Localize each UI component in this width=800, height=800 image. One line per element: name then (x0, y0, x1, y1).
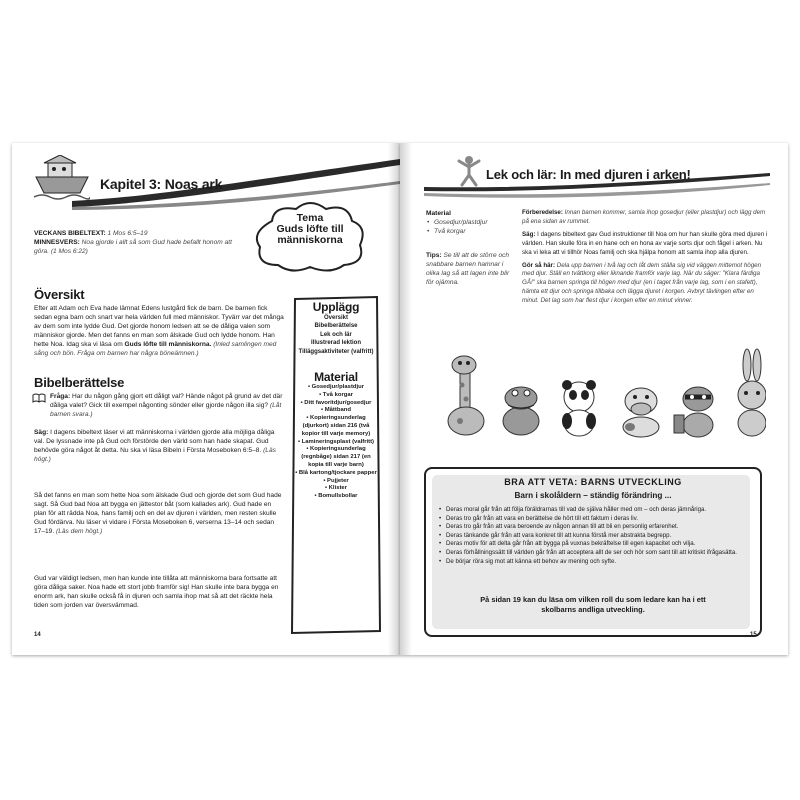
prep-label: Förberedelse: (522, 209, 563, 216)
book-icon (32, 393, 46, 403)
theme-text: Guds löfte till människorna (276, 223, 344, 246)
animal-illustrations (436, 343, 766, 443)
material-item: • Blå kartong/tjockare papper (295, 469, 377, 476)
info-box-item: • Deras motiv för att delta går från att bygga på vuxnas bekräftelse till egen kapacitet och vilja. (438, 540, 748, 549)
verse-label: VECKANS BIBELTEXT: (34, 230, 106, 237)
left-page (12, 143, 400, 655)
overview-bold: Guds löfte till människorna. (124, 341, 212, 349)
story-heading: Bibelberättelse (34, 375, 125, 390)
panda-icon (562, 380, 596, 436)
story-question-text: Har du någon gång gjort ett dåligt val? Hände något på grund av det där dåliga valet? Gick till exempel någonting sönder eller gjorde någon illa sig? (50, 393, 283, 410)
material-item: • Ditt favoritdjur/gosedjur (300, 399, 372, 406)
jumping-person-icon (456, 155, 482, 187)
plan-item: Översikt (323, 315, 348, 321)
story-say-note: (Läs högt.) (34, 447, 276, 464)
story-question-label: Fråga: (50, 393, 71, 400)
material-item: • Måttband (321, 407, 351, 414)
info-box-item: • Deras tro går från att vara en berättelse de hört till ett faktum i deras liv. (438, 515, 748, 524)
activity-instructions (522, 209, 768, 306)
material-item: • Kopieringsunderlag (djurkort) sidan 216 (två kopior till varje memory) (301, 415, 371, 437)
story-paragraph-3: Gud var väldigt ledsen, men han kunde inte tillåta att människorna bara fortsatte att göra dåliga saker. Noa hade ett stort jobb framför sig! Han skulle inte bara bygga en enorm ark, han skulle också få in djuren och samla ihop mat så att det räckte hela tiden som jorden var översvämmad. (34, 575, 279, 610)
cow-icon (623, 388, 659, 437)
crocodile-icon (503, 387, 539, 435)
right-page (400, 143, 788, 655)
materials-box (294, 370, 378, 501)
activity-tips (426, 251, 510, 287)
activity-title: Lek och lär: In med djuren i arken! (486, 167, 691, 182)
plan-item: Bibelberättelse (314, 323, 358, 330)
materials-heading: Material (314, 370, 358, 384)
plan-item: Illustrerad lektion (310, 340, 361, 347)
bunny-icon (738, 349, 766, 436)
tips-text: Se till att de större och snabbare barnen hamnar i olika lag så att lagen inte blir för ojämna. (426, 252, 510, 287)
story-say (34, 428, 284, 464)
material-item: • Två korgar (319, 391, 353, 398)
plan-list (294, 314, 378, 356)
verse-block (34, 229, 234, 256)
materials-list (294, 384, 378, 501)
material-item: • Gosedjur/plastdjur (307, 384, 365, 390)
material-item: • Kopieringsunderlag (regnbåge) sidan 217 (en kopia till varje barn) (301, 446, 371, 468)
theme-box (264, 213, 356, 246)
say-text: I dagens bibeltext gav Gud instruktioner till Noa om hur han skulle göra med djuren i världen. Han skulle föra in en hane och en hona av varje sorts djur och fågel i arken. Nu ska vi leka att vi tillhör Noas familj och ska hjälpa honom att samla ihop alla djuren. (522, 230, 768, 256)
info-box (424, 467, 762, 637)
ark-icon (34, 155, 90, 205)
overview-paragraph (34, 304, 284, 359)
material-item: • Klister (324, 485, 348, 492)
plan-heading: Upplägg (312, 300, 360, 314)
info-box-item: • Deras tro går från att vara beroende av någon annan till att bli en personlig erfarenhet. (438, 523, 748, 532)
theme-label: Tema (296, 212, 324, 224)
plan-item: Lek och lär (320, 331, 352, 338)
giraffe-icon (448, 356, 484, 435)
activity-material-item: • Två korgar (426, 227, 508, 236)
activity-material-list (426, 218, 508, 236)
info-box-subheading: Barn i skolåldern – ständig förändring ... (514, 491, 672, 500)
tips-label: Tips: (426, 252, 442, 259)
activity-material (426, 209, 508, 236)
say-label: Säg: (522, 230, 536, 238)
plan-box (294, 300, 378, 356)
memory-verse-label: MINNESVERS: (34, 239, 80, 247)
book-spread (12, 143, 788, 655)
material-item: • Bomullsbollar (314, 493, 358, 500)
raccoon-icon (674, 387, 713, 437)
page-number-right: 15 (750, 632, 757, 638)
do-label: Gör så här: (522, 261, 556, 269)
activity-material-item: • Gosedjur/plastdjur (426, 218, 508, 227)
info-box-footer: På sidan 19 kan du läsa om vilken roll du som ledare kan ha i ett skolbarns andliga utveckling. (480, 595, 706, 614)
info-box-item: • De börjar röra sig mot att känna ett behov av mening och syfte. (438, 558, 748, 567)
material-item: • Lamineringsplast (valfritt) (297, 438, 375, 445)
story-say-label: Säg: (34, 429, 49, 436)
info-box-item: • Deras tänkande går från att vara konkret till att kunna förstå mer abstrakta begrepp. (438, 532, 748, 541)
overview-note: (Inled samlingen med sång och bön. Fråga om barnen har några böneämnen.) (34, 341, 277, 358)
story-question (50, 392, 284, 419)
story-paragraph-2 (34, 491, 284, 536)
activity-material-label: Material (426, 210, 451, 217)
story-say-text: I dagens bibeltext läser vi att människorna i världen gjorde alla möjliga dåliga val. De lyssnade inte på Gud och förstörde den värld som han hade skapat. Gud behövde göra något åt detta. Nu ska vi läsa Bibeln i Första Moseboken 6:5–8. (34, 429, 275, 455)
material-item: • Pujjeter (323, 477, 349, 484)
page-number-left: 14 (34, 632, 41, 638)
info-box-heading: BRA ATT VETA: BARNS UTVECKLING (504, 477, 682, 487)
prep-text: Innan barnen kommer, samla ihop gosedjur (eller plastdjur) och lägg dem på ena sidan av rummet. (522, 209, 766, 225)
do-text: Dela upp barnen i två lag och låt dem ställa sig vid väggen mittemot högen med djur. Ställ en tvättkorg eller liknande framför varje lag. När du säger: "Klara färdiga GÅ!" ska barnen springa till högen med djur (en i taget från varje lag, som i en stafett), hämta ett djur och springa tillbaka och lägga djuret i korgen. Avbryt tävlingen efter en minut. Det lag som har flest djur i korgen efter en minut vinner. (522, 261, 762, 305)
overview-text: Efter att Adam och Eva hade lämnat Edens lustgård fick de barn. De barnen fick sedan egna barn och snart var hela världen full med människor. Tyvärr var det många av dem som inte lydde Gud. Det gjorde honom ledsen att se de dåliga valen som människor gjorde. Men det fanns en man som älskade Gud och lydde honom. Han hette Noa. Idag ska vi läsa om (34, 305, 284, 349)
plan-item: Tilläggsaktiviteter (valfritt) (298, 348, 374, 355)
chapter-title: Kapitel 3: Noas ark (100, 176, 223, 192)
story-p2-text: Så det fanns en man som hette Noa som älskade Gud och gjorde det som Gud hade sagt. Så Gud bad Noa att bygga en jättestor båt (som kallades ark). Gud hade en plan för att rädda Noa, hans familj och en del av djuren i världen, men resten skulle Gud fördärva. Nu läser vi vidare i Första Moseboken 6, verserna 13–14 och sedan 17–19. (34, 492, 282, 536)
info-box-list (438, 506, 748, 566)
info-box-item: • Deras förhållningssätt till världen går från att acceptera allt de ser och hör som sant till att kritiskt ifrågasätta. (438, 549, 748, 558)
memory-verse-text: Noa gjorde i allt så som Gud hade befallt honom att göra. (1 Mos 6:22) (34, 239, 232, 256)
story-p2-note: (Läs dem högt.) (56, 528, 103, 536)
verse-ref: 1 Mos 6:5–19 (107, 230, 148, 237)
story-question-note: (Låt barnen svara.) (50, 402, 282, 419)
overview-heading: Översikt (34, 287, 85, 302)
info-box-item: • Deras moral går från att följa föräldrarnas till vad de själva håller med om – och deras jämnåriga. (438, 506, 748, 515)
